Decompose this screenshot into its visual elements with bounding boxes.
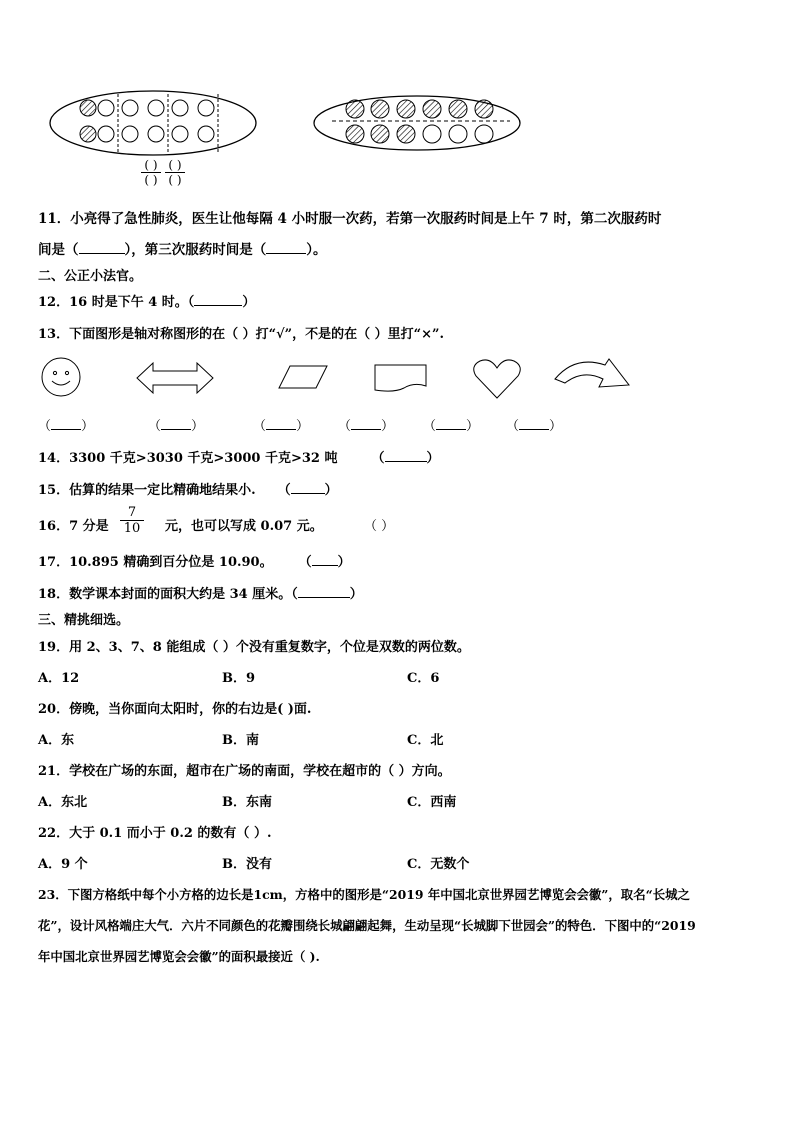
q11-text-a: 间是（ [38, 242, 79, 258]
circle [122, 100, 138, 116]
q22-option-a[interactable]: A．9 个 [38, 857, 88, 872]
shaded-circle [449, 100, 467, 118]
q21-option-b[interactable]: B．东南 [222, 795, 272, 810]
q21-option-a[interactable]: A．东北 [38, 795, 88, 810]
parallelogram-icon [278, 365, 328, 389]
right-fraction [165, 158, 185, 187]
fraction-numerator: ( ) [165, 158, 185, 173]
circle [172, 126, 188, 142]
q16-pre: 16．7 分是 [38, 519, 109, 534]
q16-fraction: $\frac{7}{10}$ [120, 505, 144, 536]
q11-answer-blank-1[interactable] [79, 241, 125, 254]
q20-text: 20．傍晚，当你面向太阳时，你的右边是( )面. [38, 702, 312, 717]
left-fraction [141, 158, 161, 187]
q20-option-a[interactable]: A．东 [38, 733, 75, 748]
q22-option-b[interactable]: B．没有 [222, 857, 272, 872]
q15: 15．估算的结果一定比精确地结果小. （ ） [38, 483, 338, 498]
shaded-circle [423, 100, 441, 118]
fraction-numerator: ( ) [141, 158, 161, 173]
q12-text: 12．16 时是下午 4 时。（ [38, 295, 195, 310]
q17: 17．10.895 精确到百分位是 10.90。 （ ） [38, 555, 351, 570]
q11-line1: 11．小亮得了急性肺炎，医生让他每隔 4 小时服一次药，若第一次服药时间是上午 7 时，第二次服药时 [38, 211, 662, 227]
right-oval-figure [312, 93, 522, 153]
fraction-denominator: ( ) [144, 173, 158, 187]
q13-blank-6[interactable]: （ ） [506, 419, 563, 434]
q19-option-c[interactable]: C．6 [407, 671, 440, 686]
q11-text-b: ），第三次服药时间是（ [124, 242, 267, 258]
q17-answer-blank[interactable] [312, 553, 338, 566]
shaded-circle [80, 126, 96, 142]
q11-line2 [38, 238, 327, 258]
q19-text: 19．用 2、3、7、8 能组成（ ）个没有重复数字，个位是双数的两位数。 [38, 640, 470, 655]
q12-close: ） [242, 295, 256, 310]
q15-text: 15．估算的结果一定比精确地结果小. [38, 483, 256, 498]
section-3-heading: 三、精挑细选。 [38, 613, 130, 628]
q20-option-c[interactable]: C．北 [407, 733, 444, 748]
circle [475, 125, 493, 143]
shaded-circle [346, 100, 364, 118]
fraction-denominator: ( ) [168, 173, 182, 187]
q11-text-c: ）。 [306, 242, 327, 258]
q14: 14．3300 千克>3030 千克>3000 千克>32 吨 （ ） [38, 451, 440, 466]
q14-text: 14．3300 千克>3030 千克>3000 千克>32 吨 [38, 451, 338, 466]
q14-answer-blank[interactable] [385, 449, 427, 462]
q23-line1: 23．下图方格纸中每个小方格的边长是1cm，方格中的图形是“2019 年中国北京世界园艺博览会会徽”，取名“长城之 [38, 887, 690, 902]
q15-answer-blank[interactable] [291, 481, 325, 494]
circle [198, 100, 214, 116]
q13-blank-3[interactable]: （ ） [253, 419, 310, 434]
q18-answer-blank[interactable] [298, 585, 350, 598]
shaded-circle [371, 125, 389, 143]
q23-line3: 年中国北京世界园艺博览会会徽”的面积最接近（ ). [38, 949, 320, 964]
circle [172, 100, 188, 116]
q19-option-b[interactable]: B．9 [222, 671, 256, 686]
shaded-circle [397, 125, 415, 143]
shaded-circle [475, 100, 493, 118]
q20-option-b[interactable]: B．南 [222, 733, 259, 748]
curved-arrow-icon [553, 357, 633, 395]
q13-blank-5[interactable]: （ ） [423, 419, 480, 434]
q22-text: 22．大于 0.1 而小于 0.2 的数有（ ）. [38, 826, 272, 841]
q22-option-c[interactable]: C．无数个 [407, 857, 470, 872]
q16-answer-blank[interactable]: （ ） [364, 519, 395, 534]
q13-blank-4[interactable]: （ ） [338, 419, 395, 434]
q18-text: 18．数学课本封面的面积大约是 34 厘米。（ [38, 587, 298, 602]
circle [148, 126, 164, 142]
section-2-heading: 二、公正小法官。 [38, 269, 143, 284]
q12-answer-blank[interactable] [194, 293, 242, 306]
shaded-circle [80, 100, 96, 116]
q19-option-a[interactable]: A．12 [38, 671, 80, 686]
circle [449, 125, 467, 143]
q11-answer-blank-2[interactable] [266, 241, 306, 254]
shaded-circle [397, 100, 415, 118]
shaded-circle [346, 125, 364, 143]
heart-icon [472, 358, 522, 400]
circle [98, 100, 114, 116]
circle [148, 100, 164, 116]
circle [98, 126, 114, 142]
smiley-face-icon [40, 356, 82, 398]
q23-line2: 花”，设计风格端庄大气．六片不同颜色的花瓣围绕长城翩翩起舞，生动呈现“长城脚下世园会”的特色．下图中的“2019 [38, 918, 696, 933]
q16-post: 元，也可以写成 0.07 元。 [165, 519, 323, 534]
q13-blank-2[interactable]: （ ） [148, 419, 205, 434]
q18: 18．数学课本封面的面积大约是 34 厘米。（ ） [38, 587, 363, 602]
q12 [38, 291, 255, 310]
q13-text: 13．下面图形是轴对称图形的在（ ）打“√”，不是的在（ ）里打“×”. [38, 327, 445, 342]
flag-shape-icon [374, 364, 428, 394]
circle [122, 126, 138, 142]
double-arrow-icon [135, 361, 215, 395]
q21-option-c[interactable]: C．西南 [407, 795, 457, 810]
q21-text: 21．学校在广场的东面，超市在广场的南面，学校在超市的（ ）方向。 [38, 764, 451, 779]
circle [198, 126, 214, 142]
q17-text: 17．10.895 精确到百分位是 10.90。 [38, 555, 273, 570]
left-oval-figure [48, 88, 258, 158]
shaded-circle [371, 100, 389, 118]
q13-blank-1[interactable]: （ ） [38, 419, 95, 434]
circle [423, 125, 441, 143]
